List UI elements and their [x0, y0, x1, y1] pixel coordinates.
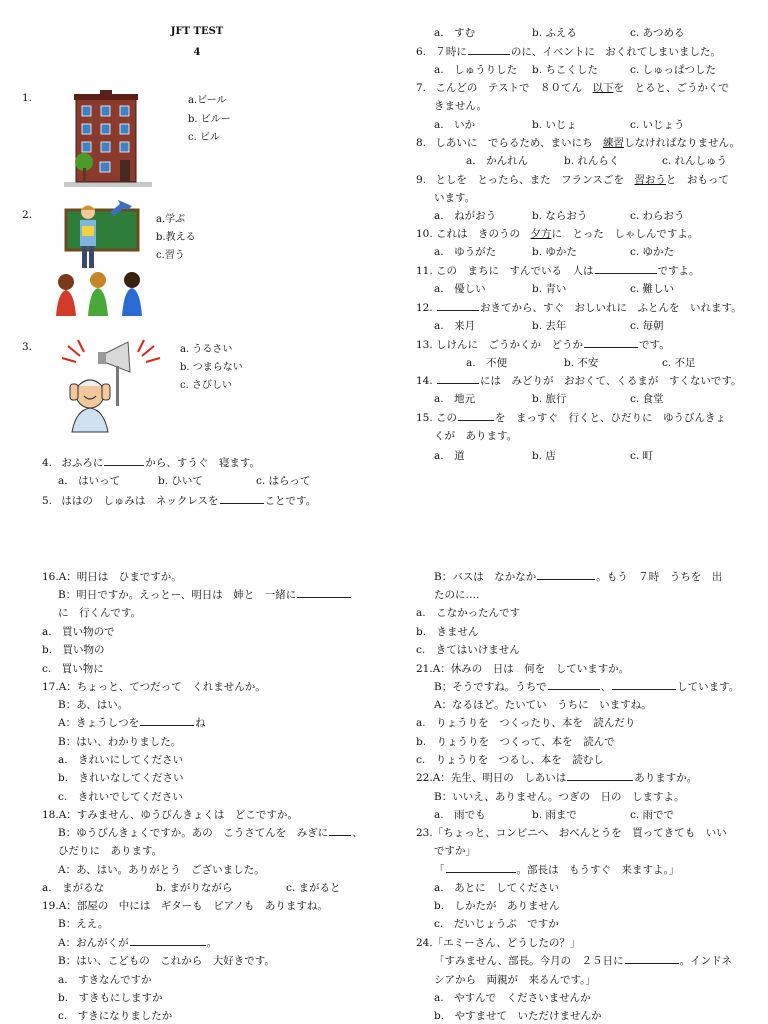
option-c: c. 食堂	[630, 393, 664, 405]
option-b: b. きれいなしてください	[58, 772, 184, 784]
option-c: c. きれいでしてください	[58, 791, 183, 803]
noisy-speaker-icon	[58, 336, 164, 436]
option-a: a. 地元	[434, 393, 476, 405]
question-18: 18.A：すみません、ゆうびんきょくは どこですか。	[42, 809, 298, 821]
option-a: a. 買い物ので	[42, 626, 115, 638]
question-19: 19.A：部屋の 中には ギターも ピアノも ありますね。	[42, 900, 328, 912]
option-a: a. 不便	[466, 357, 508, 369]
question-11: 11. この まちに すんでいる 人は ですよ。	[416, 265, 700, 277]
option-a: a. いか	[434, 119, 476, 131]
option-b: b. 店	[532, 450, 556, 462]
option-b: b. 買い物の	[42, 644, 105, 656]
question-18-line3: ひだりに あります。	[58, 845, 163, 857]
question-19-line4: B：はい、こどもの これから 大好きです。	[58, 955, 275, 967]
option-a: a. ゆうがた	[434, 246, 497, 258]
question-14: 14. には みどりが おおくて、くるまが すくないです。	[416, 375, 742, 387]
question-18-line4: A：あ、はい。ありがとう ございました。	[58, 864, 265, 876]
option-b: b. いじょ	[532, 119, 577, 131]
option-b: b. やすませて いただけませんか	[434, 1010, 602, 1022]
option-c: c. さびしい	[180, 380, 232, 391]
question-21-line2: B；そうですね。うちで 、 しています。	[434, 681, 740, 693]
option-c: c. 買い物に	[42, 663, 104, 675]
option-a: a. 道	[434, 450, 465, 462]
page-title: JFT TEST	[170, 26, 224, 37]
building-icon	[62, 88, 154, 188]
option-a: a. まがるな	[42, 882, 105, 894]
option-b: b. すきもにしますか	[58, 992, 163, 1004]
question-19-line2: B：ええ。	[58, 918, 109, 930]
question-17-line2: B：あ、はい。	[58, 699, 129, 711]
option-c: c. だいじょうぶ ですか	[434, 918, 559, 930]
option-a: a.学ぶ	[156, 214, 186, 225]
option-b: b. ふえる	[532, 27, 577, 39]
question-21-line3: A：なるほど。たいてい うちに いますね。	[434, 699, 652, 711]
option-c: c. はらって	[256, 475, 311, 487]
option-b: b. しかたが ありません	[434, 900, 560, 912]
option-c: c. あつめる	[630, 27, 685, 39]
option-c: c. きてはいけません	[416, 644, 520, 656]
option-a: a.ビール	[188, 95, 227, 106]
option-b: b. 雨まで	[532, 809, 577, 821]
question-8: 8. しあいに でらるため、まいにち 練習しなければなりません。	[416, 137, 741, 149]
option-c: c. わらおう	[630, 210, 685, 222]
question-16-line2: B：明日ですか。えっとー、明日は 姉と 一緒に	[58, 590, 352, 601]
option-c: c. ビル	[188, 132, 220, 143]
option-c: c. りょうりを つるし、本を 読むし	[416, 754, 604, 766]
option-a: a. りょうりを つくったり、本を 読んだり	[416, 717, 636, 729]
option-b: b. 旅行	[532, 393, 567, 405]
question-5: 5. ははの しゅみは ネックレスを ことです。	[42, 495, 317, 507]
option-b: b. 青い	[532, 283, 567, 295]
question-17-line3: A：きょうしつを ね	[58, 717, 206, 729]
question-number: 1.	[22, 92, 33, 104]
question-7-line2: きません。	[434, 100, 488, 112]
question-number: 3.	[22, 341, 33, 353]
question-23-line3: 「 。部長は もうすぐ 来ますよ。」	[434, 864, 680, 876]
option-a: a. やすんで くださいませんか	[434, 992, 591, 1004]
option-a: a. 来月	[434, 320, 476, 332]
option-c: c. まがると	[286, 882, 341, 894]
question-20-line2: たのに….	[434, 589, 480, 601]
option-b: b. ならおう	[532, 210, 588, 222]
option-c: c. いじょう	[630, 119, 685, 131]
option-a: a. ねがおう	[434, 210, 497, 222]
option-b: b. まがりながら	[156, 882, 233, 894]
question-number: 2.	[22, 209, 33, 221]
question-13: 13. しけんに ごうかくか どうか です。	[416, 339, 670, 351]
question-16-line3: に 行くんです。	[58, 607, 142, 619]
question-15: 15. この を まっすぐ 行くと、ひだりに ゆうびんきょ	[416, 412, 727, 424]
question-10: 10. これは きのうの 夕方に とった しゃしんですよ。	[416, 228, 699, 240]
option-a: a. きれいにしてください	[58, 754, 184, 766]
question-22-line2: B：いいえ、ありません。つぎの 日の しますよ。	[434, 791, 685, 803]
question-23: 23.「ちょっと、コンビニへ おべんとうを 買ってきても いい	[416, 827, 727, 839]
question-9: 9. としを とったら、また フランスごを 習おうと おもって	[416, 174, 729, 186]
question-24: 24.「エミーさん、どうしたの？」	[416, 937, 581, 949]
option-a: a. すむ	[434, 27, 476, 39]
question-12: 12. おきてから、すぐ おしいれに ふとんを いれます。	[416, 302, 742, 314]
question-6: 6. ７時に のに、イベントに おくれてしまいました。	[416, 46, 721, 58]
question-4: 4. おふろに から、すうぐ 寝ます。	[42, 457, 261, 469]
question-9-line2: います。	[434, 192, 476, 204]
option-a: a. うるさい	[180, 344, 233, 355]
question-24-line3: シアから 両親が 来るんです。」	[434, 974, 596, 986]
question-23-line2: ですか」	[434, 845, 476, 857]
page-number: 4	[193, 47, 201, 58]
option-c: c. 町	[630, 450, 654, 462]
option-b: b. ゆかた	[532, 246, 577, 258]
question-7: 7. こんどの テストで ８０てん 以下を とると、ごうかくで	[416, 82, 729, 94]
option-b: b. つまらない	[180, 362, 243, 373]
option-b: b. ひいて	[158, 475, 203, 487]
question-21: 21.A：休みの 日は 何を していますか。	[416, 663, 630, 675]
classroom-teacher-icon	[52, 198, 150, 318]
option-c: c. しゅっぱつした	[630, 64, 717, 76]
option-a: a. あとに してください	[434, 882, 560, 894]
option-c: c.習う	[156, 250, 185, 261]
option-c: c. 不足	[662, 357, 696, 369]
question-24-line2: 「すみません、部長。今月の ２５日に 。インドネ	[434, 955, 733, 967]
option-b: b. ビルー	[188, 114, 231, 125]
option-b: b. 去年	[532, 320, 567, 332]
option-c: c. 雨でで	[630, 809, 675, 821]
option-b: b. きません	[416, 626, 479, 638]
option-a: a. しゅうりした	[434, 64, 518, 76]
option-a: a. こなかったんです	[416, 607, 521, 619]
option-a: a. かんれん	[466, 155, 529, 167]
option-c: c. ゆかた	[630, 246, 675, 258]
question-19-line3: A：おんがくが 。	[58, 937, 218, 949]
option-c: c. すきになりましたか	[58, 1010, 173, 1022]
option-b: b.教える	[156, 232, 196, 243]
option-a: a. すきなんですか	[58, 974, 152, 986]
question-17: 17.A：ちょっと、てつだって くれませんか。	[42, 681, 266, 693]
option-a: a. 優しい	[434, 283, 486, 295]
option-c: c. 難しい	[630, 283, 675, 295]
option-b: b. りょうりを つくって、本を 読んで	[416, 736, 615, 748]
question-22: 22.A：先生、明日の しあいは ありますか。	[416, 772, 698, 784]
question-15-line2: くが あります。	[434, 430, 518, 442]
option-a: a. はいって	[58, 475, 121, 487]
question-20-line1: B：バスは なかなか 。もう ７時 うちを 出	[434, 571, 723, 583]
question-18-line2: B：ゆうびんきょくですか。あの こうさてんを みぎに 、	[58, 827, 363, 839]
option-a: a. 雨でも	[434, 809, 486, 821]
option-c: c. 毎朝	[630, 320, 664, 332]
option-b: b. ちこくした	[532, 64, 598, 76]
question-17-line4: B：はい、わかりました。	[58, 736, 182, 748]
question-16: 16.A：明日は ひまですか。	[42, 571, 182, 583]
option-c: c. れんしゅう	[662, 155, 728, 167]
option-b: b. 不安	[564, 357, 599, 369]
option-b: b. れんらく	[564, 155, 620, 167]
